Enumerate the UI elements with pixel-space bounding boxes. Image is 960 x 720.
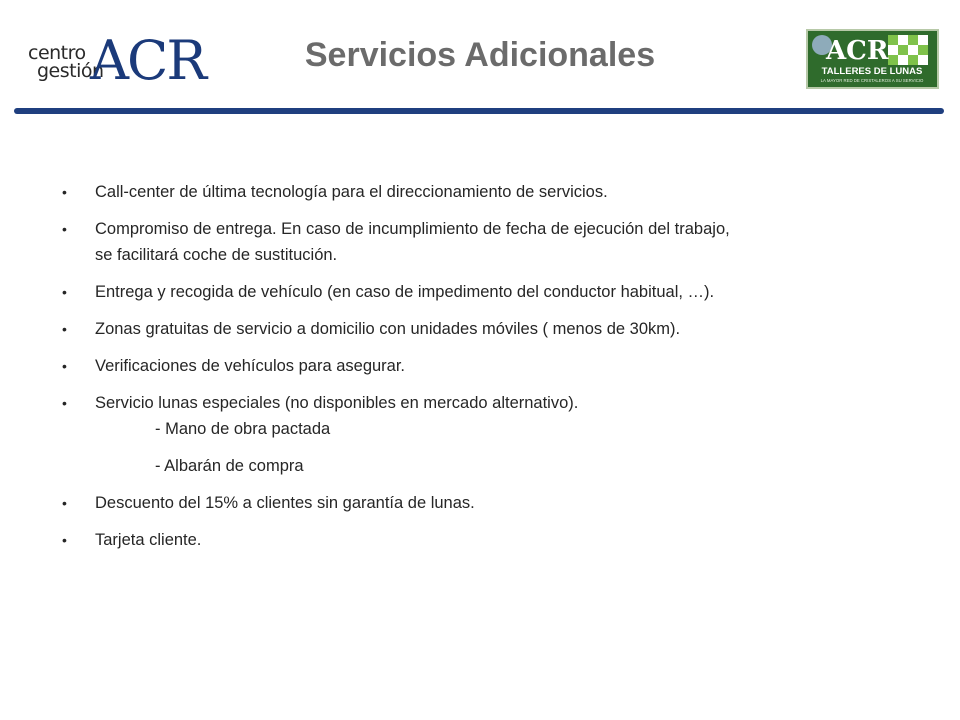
bullet-text: Verificaciones de vehículos para asegurar. — [95, 357, 406, 375]
page-title: Servicios Adicionales — [304, 36, 656, 74]
bullet-item — [62, 216, 922, 268]
bullet-icon: • — [62, 284, 67, 300]
bullet-item — [62, 390, 922, 479]
bullet-text: Compromiso de entrega. En caso de incumplimiento de fecha de ejecución del trabajo, — [95, 220, 730, 238]
bullet-icon: • — [62, 532, 67, 548]
bullet-text: Tarjeta cliente. — [95, 531, 202, 549]
bullet-icon: • — [62, 395, 67, 411]
bullet-item — [62, 490, 922, 516]
bullet-item — [62, 279, 922, 305]
bullet-text: Descuento del 15% a clientes sin garantía de lunas. — [95, 494, 475, 512]
logo-mark-acr: ACR — [90, 29, 205, 92]
bullet-text: Call-center de última tecnología para el direccionamiento de servicios. — [95, 183, 608, 201]
bullet-item — [62, 179, 922, 205]
bullet-text: Servicio lunas especiales (no disponibles en mercado alternativo). — [95, 394, 579, 412]
right-logo-subtagline: LA MAYOR RED DE CRISTALEROS A SU SERVICIO — [820, 78, 924, 83]
sub-bullet-text: - Albarán de compra — [155, 457, 304, 475]
acr-talleres-de-lunas-logo — [806, 29, 939, 89]
bullet-item — [62, 353, 922, 379]
logo-line-gestion: gestión — [37, 60, 104, 82]
acr-checkered-flag-icon — [808, 31, 937, 87]
bullet-item — [62, 316, 922, 342]
bullet-icon: • — [62, 184, 67, 200]
logo-line-centro: centro — [28, 42, 86, 64]
services-bullet-list — [62, 179, 922, 564]
centro-gestion-acr-logo — [28, 29, 205, 92]
bullet-text: se facilitará coche de sustitución. — [95, 246, 338, 264]
sub-bullet-text: - Mano de obra pactada — [155, 420, 331, 438]
bullet-icon: • — [62, 358, 67, 374]
bullet-icon: • — [62, 221, 67, 237]
bullet-icon: • — [62, 495, 67, 511]
bullet-icon: • — [62, 321, 67, 337]
header-divider — [14, 108, 944, 114]
bullet-text: Entrega y recogida de vehículo (en caso de impedimento del conductor habitual, …). — [95, 283, 715, 301]
bullet-text: Zonas gratuitas de servicio a domicilio con unidades móviles ( menos de 30km). — [95, 320, 681, 338]
right-logo-mark: ACR — [826, 36, 889, 66]
right-logo-tagline: TALLERES DE LUNAS — [821, 66, 923, 77]
bullet-item — [62, 527, 922, 553]
